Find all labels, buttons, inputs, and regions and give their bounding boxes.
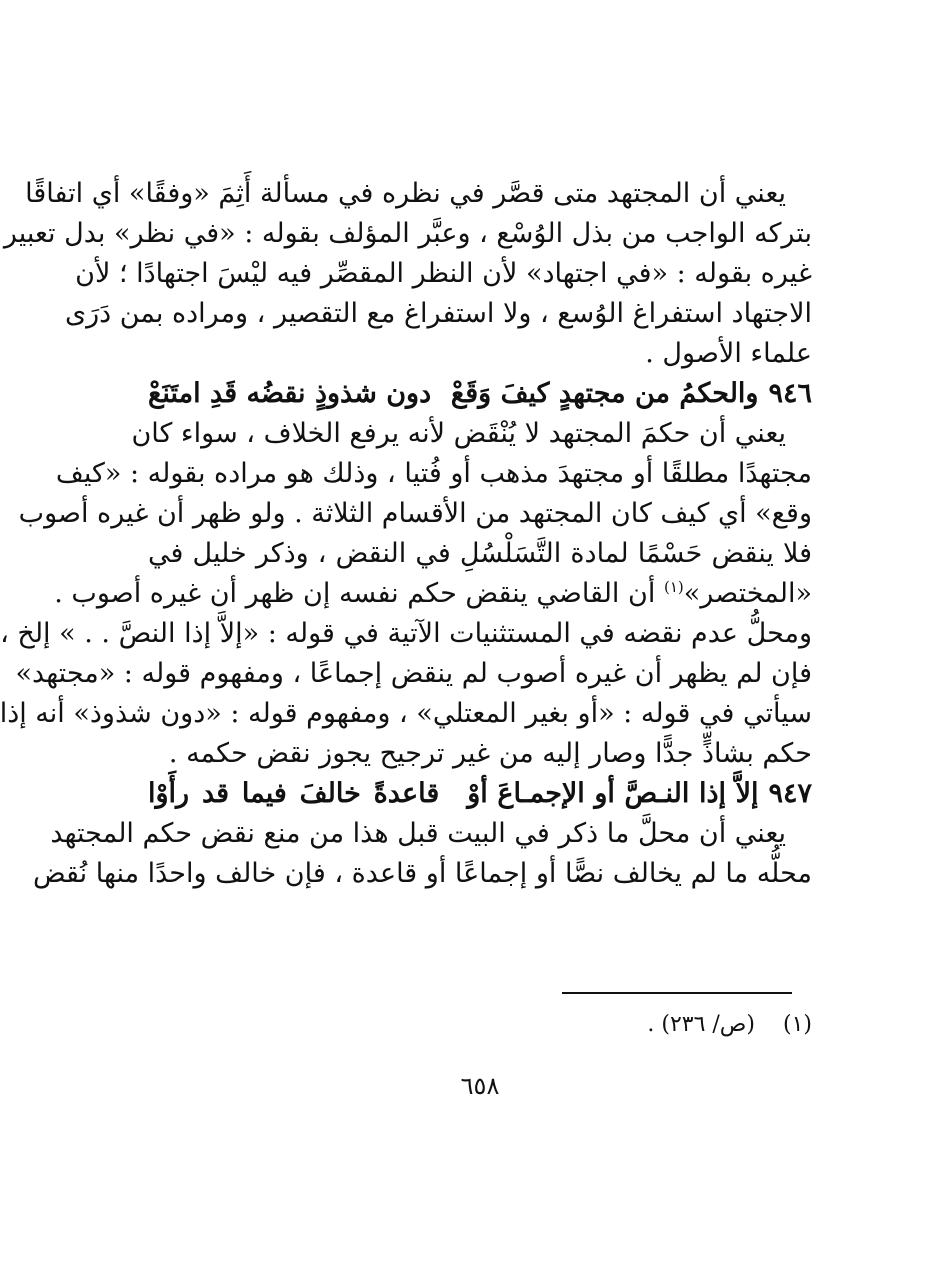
text-line: يعني أن حكمَ المجتهد لا يُنْقَض لأنه يرفع الخلاف ، سواء كان — [131, 418, 786, 449]
text-segment: أن القاضي ينقض حكم نفسه إن ظهر أن غيره أصوب . — [54, 578, 656, 609]
verse-number: ٩٤٧ — [768, 778, 812, 809]
text-line-with-footnote — [54, 574, 812, 614]
main-text — [0, 174, 812, 894]
text-line: الاجتهاد استفراغ الوُسع ، ولا استفراغ مع التقصير ، ومراده بمن دَرَى — [64, 298, 812, 329]
text-line: سيأتي في قوله : «أو بغير المعتلي» ، ومفهوم قوله : «دون شذوذ» أنه إذا — [0, 698, 812, 729]
text-line: ومحلُّ عدم نقضه في المستثنيات الآتية في قوله : «إلاَّ إذا النصَّ . . » إلخ ، — [0, 618, 812, 649]
text-line: فإن لم يظهر أن غيره أصوب لم ينقض إجماعًا ، ومفهوم قوله : «مجتهد» — [15, 658, 812, 689]
verse-946 — [148, 374, 812, 414]
text-line: يعني أن المجتهد متى قصَّر في نظره في مسألة أَثِمَ «وفقًا» أي اتفاقًا — [25, 178, 786, 209]
footnote-number: (١) — [782, 1012, 812, 1037]
text-line: مجتهدًا مطلقًا أو مجتهدَ مذهب أو فُتيا ، وذلك هو مراده بقوله : «كيف — [55, 458, 812, 489]
footnote-marker: (١) — [663, 578, 684, 596]
verse-second-half: دون شذوذٍ نقضُه قَدِ امتَنَعْ — [148, 378, 432, 409]
verse-first-half: والحكمُ من مجتهدٍ كيفَ وَقَعْ — [450, 378, 759, 409]
text-line: محلُّه ما لم يخالف نصًّا أو إجماعًا أو قاعدة ، فإن خالف واحدًا منها نُقض — [32, 858, 812, 889]
text-line: علماء الأصول . — [645, 338, 812, 369]
text-segment: «المختصر» — [683, 578, 812, 609]
verse-first-half: إلاَّ إذا النـصَّ أو الإجمـاعَ أوْ — [467, 778, 759, 809]
text-line: وقع» أي كيف كان المجتهد من الأقسام الثلاثة . ولو ظهر أن غيره أصوب — [18, 498, 812, 529]
text-line: يعني أن محلَّ ما ذكر في البيت قبل هذا من منع نقض حكم المجتهد — [50, 818, 786, 849]
footnote-divider — [562, 992, 792, 994]
verse-second-half: قاعدةً خالفَ فيما قد رأَوْا — [147, 778, 440, 809]
text-line: بتركه الواجب من بذل الوُسْع ، وعبَّر المؤلف بقوله : «في نظر» بدل تعبير — [3, 218, 812, 249]
text-line: فلا ينقض حَسْمًا لمادة التَّسَلْسُلِ في النقض ، وذكر خليل في — [148, 538, 812, 569]
footnote — [647, 1012, 812, 1037]
verse-947 — [148, 774, 812, 814]
page-number: ٦٥٨ — [460, 1072, 500, 1100]
footnote-text: (ص/ ٢٣٦) . — [647, 1012, 755, 1037]
text-line: حكم بشاذٍّ جدًّا وصار إليه من غير ترجيح يجوز نقض حكمه . — [168, 738, 812, 769]
verse-number: ٩٤٦ — [768, 378, 812, 409]
text-line: غيره بقوله : «في اجتهاد» لأن النظر المقصِّر فيه ليْسَ اجتهادًا ؛ لأن — [75, 258, 812, 289]
